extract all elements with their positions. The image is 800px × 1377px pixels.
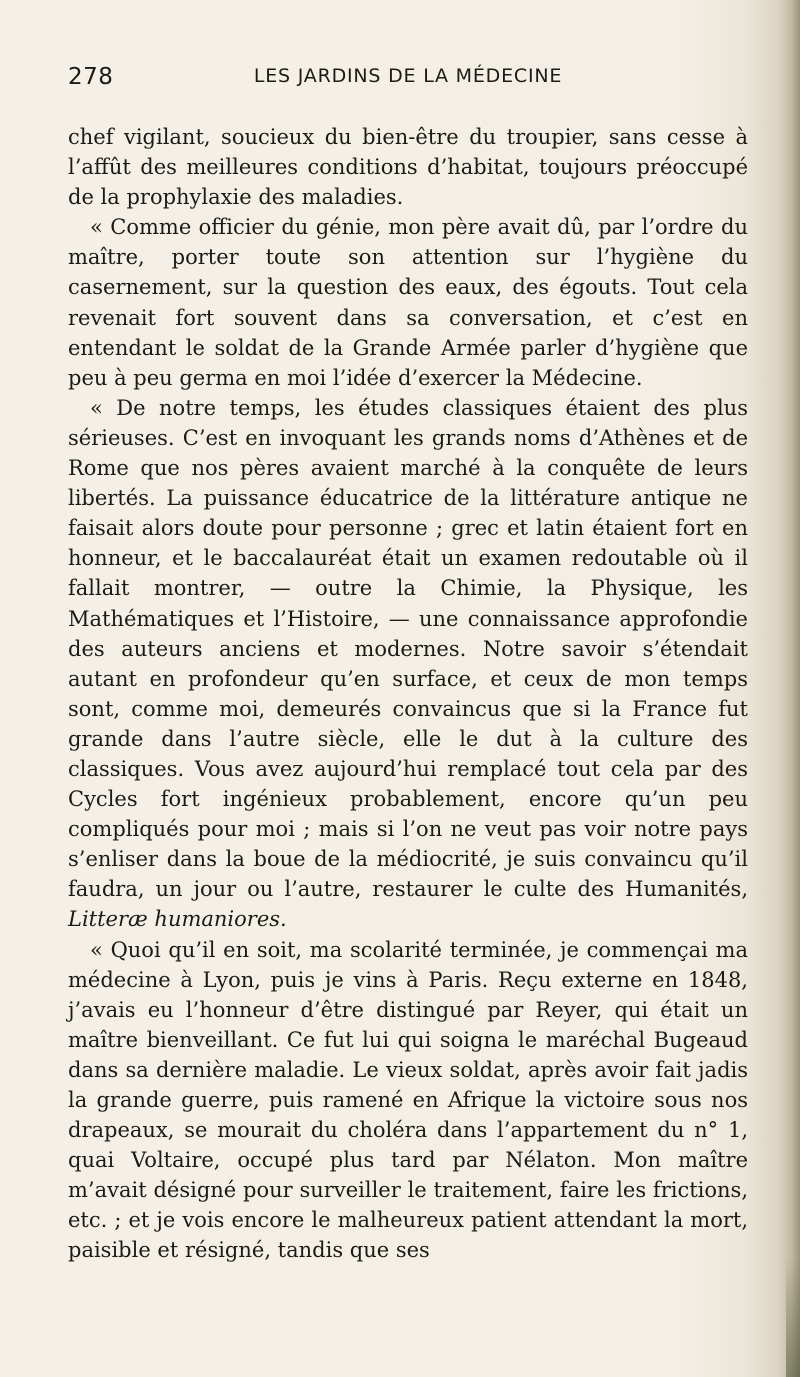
paragraph: [68, 212, 748, 393]
page-edge-stain: [786, 1257, 800, 1377]
page-edge-shadow: [778, 0, 800, 1377]
running-head: LES JARDINS DE LA MÉDECINE: [253, 65, 563, 87]
body-text: [68, 122, 748, 1266]
paragraph: [68, 393, 748, 935]
paragraph-text: « De notre temps, les études classiques étaient des plus sérieuses. C’est en invoquant les grands noms d’Athènes et de Rome que nos pères avaient marché à la conquête de leurs libertés. La puissance éducatrice de la littérature antique ne faisait alors doute pour personne ; grec et latin étaient fort en honneur, et le baccalauréat était un examen redoutable où il fallait montrer, — outre la Chimie, la Physique, les Mathématiques et l’Histoire, — une connaissance approfondie des auteurs anciens et modernes. Notre savoir s’étendait autant en profondeur qu’en surface, et ceux de mon temps sont, comme moi, demeurés convaincus que si la France fut grande dans l’autre siècle, elle le dut à la culture des classiques. Vous avez aujourd’hui remplacé tout cela par des Cycles fort ingénieux probablement, encore qu’un peu compliqués pour moi ; mais si l’on ne veut pas voir notre pays s’enliser dans la boue de la médiocrité, je suis convaincu qu’il faudra, un jour ou l’autre, restaurer le culte des Humanités,: [68, 395, 748, 902]
latin-phrase: Litteræ humaniores.: [68, 907, 287, 932]
page-number: 278: [68, 64, 114, 90]
paragraph-text: chef vigilant, soucieux du bien-être du troupier, sans cesse à l’affût des meilleures conditions d’habitat, toujours préoccupé de la prophylaxie des maladies.: [68, 125, 748, 210]
paragraph: [68, 122, 748, 212]
page-header: [68, 64, 748, 94]
paragraph-text: « Comme officier du génie, mon père avait dû, par l’ordre du maître, porter toute son attention sur l’hygiène du casernement, sur la question des eaux, des égouts. Tout cela revenait fort souvent dans sa conversation, et c’est en entendant le soldat de la Grande Armée parler d’hygiène que peu à peu germa en moi l’idée d’exercer la Médecine.: [68, 215, 748, 390]
paragraph-text: « Quoi qu’il en soit, ma scolarité terminée, je commençai ma médecine à Lyon, puis je vins à Paris. Reçu externe en 1848, j’avais eu l’honneur d’être distingué par Reyer, qui était un maître bienveillant. Ce fut lui qui soigna le maréchal Bugeaud dans sa dernière maladie. Le vieux soldat, après avoir fait jadis la grande guerre, puis ramené en Afrique la victoire sous nos drapeaux, se mourait du choléra dans l’appartement du n° 1, quai Voltaire, occupé plus tard par Nélaton. Mon maître m’avait désigné pour surveiller le traitement, faire les frictions, etc. ; et je vois encore le malheureux patient attendant la mort, paisible et résigné, tandis que ses: [68, 937, 748, 1263]
paragraph: [68, 935, 748, 1266]
